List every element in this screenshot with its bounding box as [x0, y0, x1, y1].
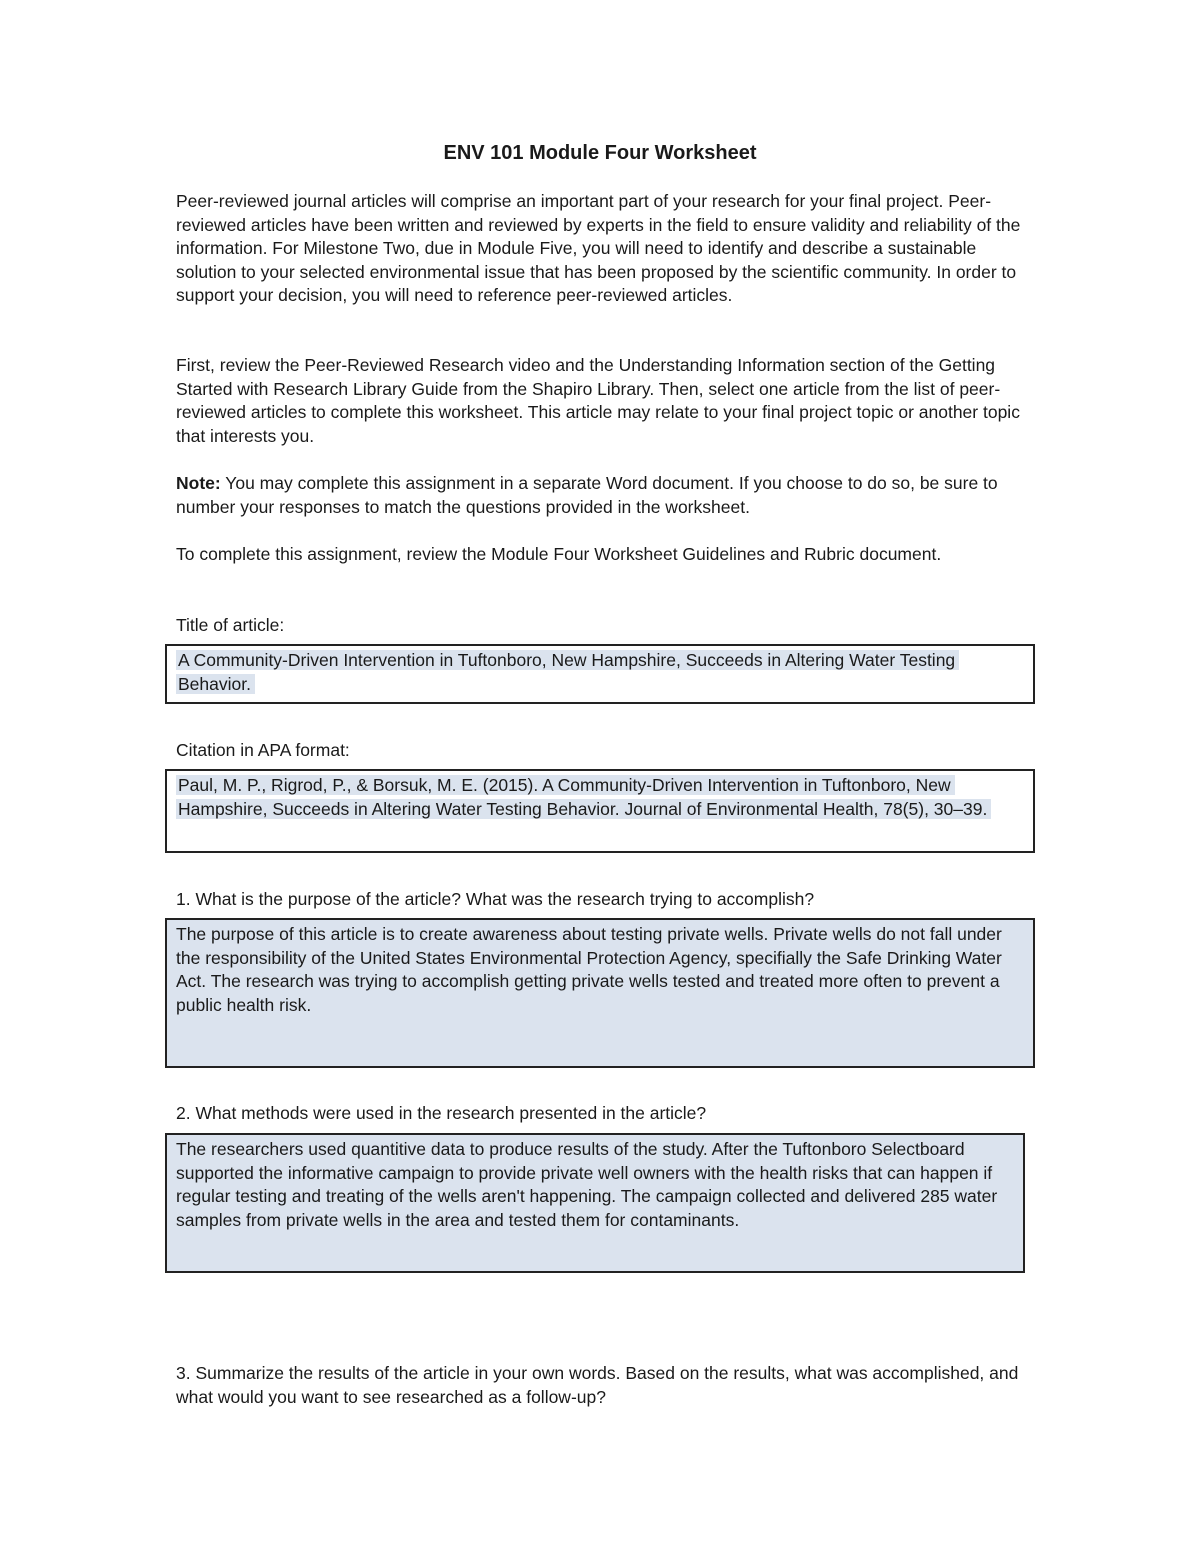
question-2: 2. What methods were used in the research presented in the article? — [176, 1103, 707, 1123]
note-paragraph — [176, 472, 1026, 519]
answer-2-text: The researchers used quantitive data to produce results of the study. After the Tuftonboro Selectboard supported the informative campaign to provide private well owners with the health risks that can happen if regular testing and treating of the wells aren't happening. The campaign collected and delivered 285 water samples from private wells in the area and tested them for contaminants. — [176, 1139, 998, 1230]
note-label: Note: — [176, 473, 221, 493]
article-title-value: A Community-Driven Intervention in Tuftonboro, New Hampshire, Succeeds in Altering Water Testing Behavior. — [176, 650, 959, 694]
question-3: 3. Summarize the results of the article in your own words. Based on the results, what was accomplished, and what would you want to see researched as a follow-up? — [176, 1363, 1019, 1407]
question-1: 1. What is the purpose of the article? What was the research trying to accomplish? — [176, 889, 815, 909]
article-title-field[interactable] — [165, 644, 1035, 704]
article-title-label: Title of article: — [176, 615, 285, 635]
rubric-paragraph: To complete this assignment, review the Module Four Worksheet Guidelines and Rubric document. — [176, 544, 942, 564]
answer-1-field[interactable] — [165, 918, 1035, 1068]
instructions-paragraph: First, review the Peer-Reviewed Research video and the Understanding Information section of the Getting Started with Research Library Guide from the Shapiro Library. Then, select one article from the list of peer-reviewed articles to complete this worksheet. This article may relate to your final project topic or another topic that interests you. — [176, 355, 1020, 446]
citation-value: Paul, M. P., Rigrod, P., & Borsuk, M. E. (2015). A Community-Driven Intervention in Tuftonboro, New Hampshire, Succeeds in Altering Water Testing Behavior. Journal of Environmental Health, 78(5), 30–39. — [176, 775, 991, 819]
answer-1-text: The purpose of this article is to create awareness about testing private wells. Private wells do not fall under the responsibility of the United States Environmental Protection Agency, specifially the Safe Drinking Water Act. The research was trying to accomplish getting private wells tested and treated more often to prevent a public health risk. — [176, 924, 1002, 1015]
citation-label: Citation in APA format: — [176, 740, 350, 760]
citation-field[interactable] — [165, 769, 1035, 853]
note-text: You may complete this assignment in a separate Word document. If you choose to do so, be sure to number your responses to match the questions provided in the worksheet. — [176, 473, 998, 517]
page-title: ENV 101 Module Four Worksheet — [443, 142, 757, 164]
answer-2-field[interactable] — [165, 1133, 1025, 1273]
intro-paragraph: Peer-reviewed journal articles will comprise an important part of your research for your final project. Peer-reviewed articles have been written and reviewed by experts in the field to ensure validity and reliability of the information. For Milestone Two, due in Module Five, you will need to identify and describe a sustainable solution to your selected environmental issue that has been proposed by the scientific community. In order to support your decision, you will need to reference peer-reviewed articles. — [176, 191, 1021, 306]
